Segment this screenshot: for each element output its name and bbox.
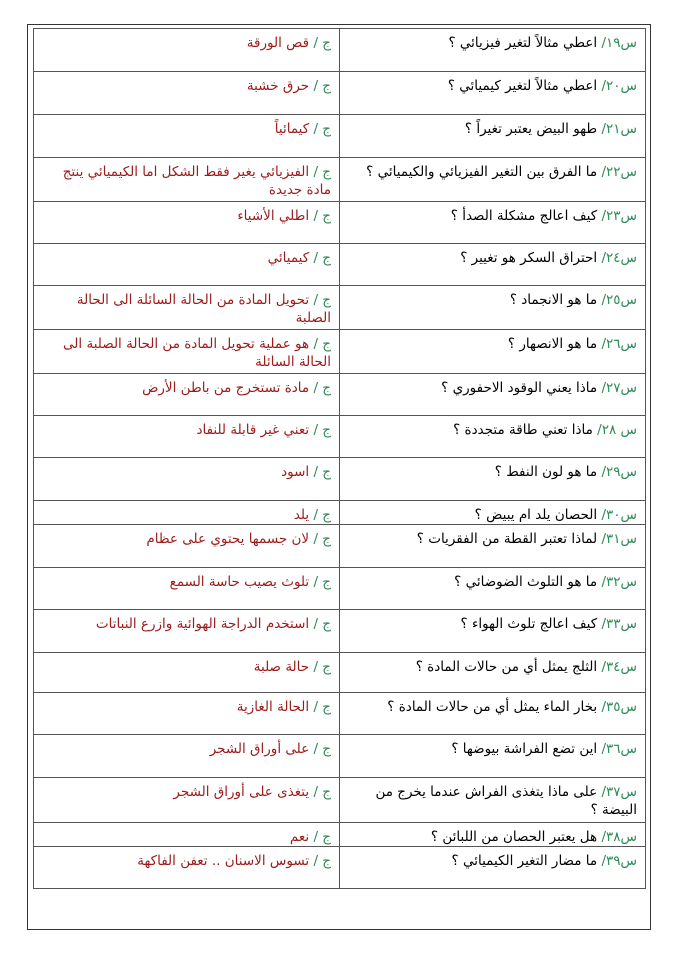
question-cell <box>340 501 646 525</box>
question-text: ما هو لون النفط ؟ <box>494 464 598 480</box>
answer-prefix: ج / <box>313 250 331 266</box>
answer-prefix: ج / <box>313 422 331 438</box>
answer-prefix: ج / <box>313 616 331 632</box>
answer-text: حالة صلبة <box>253 659 310 675</box>
answer-cell <box>34 568 340 610</box>
answer-prefix: ج / <box>313 784 331 800</box>
question-text: ما الفرق بين التغير الفيزيائي والكيميائي ؟ <box>366 164 598 180</box>
answer-text: على أوراق الشجر <box>209 741 310 757</box>
qa-row <box>34 610 646 653</box>
question-cell <box>340 525 646 568</box>
answer-prefix: ج / <box>313 208 331 224</box>
question-number: س٢٣/ <box>601 208 637 224</box>
qa-row <box>34 653 646 693</box>
question-text: كيف اعالج مشكلة الصدأ ؟ <box>450 208 598 224</box>
question-cell <box>340 735 646 778</box>
question-number: س ٢٨/ <box>597 422 637 438</box>
question-cell <box>340 244 646 286</box>
question-cell <box>340 458 646 501</box>
answer-cell <box>34 416 340 458</box>
answer-prefix: ج / <box>313 741 331 757</box>
question-text: الثلج يمثل أي من حالات المادة ؟ <box>415 659 598 675</box>
answer-cell <box>34 693 340 735</box>
qa-row <box>34 374 646 416</box>
question-number: س٣١/ <box>601 531 637 547</box>
question-cell <box>340 202 646 244</box>
question-cell <box>340 823 646 847</box>
question-text: ما هو التلوث الضوضائي ؟ <box>454 574 598 590</box>
qa-row <box>34 29 646 72</box>
question-cell <box>340 693 646 735</box>
answer-cell <box>34 72 340 115</box>
answer-prefix: ج / <box>313 829 331 845</box>
question-text: لماذا تعتبر القطة من الفقريات ؟ <box>416 531 598 547</box>
qa-row <box>34 823 646 847</box>
question-text: طهو البيض يعتبر تغيراً ؟ <box>464 121 598 137</box>
question-cell <box>340 847 646 889</box>
answer-text: لان جسمها يحتوي على عظام <box>146 531 310 547</box>
answer-prefix: ج / <box>313 464 331 480</box>
question-text: على ماذا يتغذى الفراش عندما يخرج من البيضة ؟ <box>375 784 637 818</box>
question-number: س٣٠/ <box>601 507 637 523</box>
answer-cell <box>34 330 340 374</box>
answer-cell <box>34 115 340 158</box>
qa-row <box>34 158 646 202</box>
answer-cell <box>34 202 340 244</box>
question-text: بخار الماء يمثل أي من حالات المادة ؟ <box>387 699 598 715</box>
answer-cell <box>34 244 340 286</box>
answer-text: تلوث يصيب حاسة السمع <box>169 574 310 590</box>
question-text: ماذا يعني الوقود الاحفوري ؟ <box>441 380 598 396</box>
question-cell <box>340 330 646 374</box>
answer-prefix: ج / <box>313 292 331 308</box>
question-number: س٣٤/ <box>601 659 637 675</box>
qa-table <box>33 28 646 889</box>
answer-prefix: ج / <box>313 121 331 137</box>
question-cell <box>340 653 646 693</box>
question-number: س٣٩/ <box>601 853 637 869</box>
question-text: ما هو الانجماد ؟ <box>509 292 598 308</box>
qa-row <box>34 416 646 458</box>
question-number: س٢٦/ <box>601 336 637 352</box>
answer-cell <box>34 778 340 823</box>
answer-prefix: ج / <box>313 574 331 590</box>
answer-prefix: ج / <box>313 531 331 547</box>
question-cell <box>340 115 646 158</box>
answer-text: نعم <box>289 829 310 845</box>
question-cell <box>340 416 646 458</box>
answer-cell <box>34 501 340 525</box>
question-number: س٣٨/ <box>601 829 637 845</box>
answer-cell <box>34 735 340 778</box>
answer-text: مادة تستخرج من باطن الأرض <box>142 380 310 396</box>
answer-prefix: ج / <box>313 853 331 869</box>
qa-row <box>34 778 646 823</box>
answer-cell <box>34 525 340 568</box>
question-number: س٣٣/ <box>601 616 637 632</box>
question-number: س٢٩/ <box>601 464 637 480</box>
answer-prefix: ج / <box>313 507 331 523</box>
qa-row <box>34 693 646 735</box>
answer-text: تعني غير قابلة للنفاد <box>196 422 310 438</box>
answer-prefix: ج / <box>313 35 331 51</box>
answer-prefix: ج / <box>313 164 331 180</box>
answer-text: كيمائياً <box>274 121 310 137</box>
question-text: اعطي مثالاً لتغير كيميائي ؟ <box>447 78 598 94</box>
question-number: س٢٢/ <box>601 164 637 180</box>
answer-text: قص الورقة <box>246 35 310 51</box>
question-cell <box>340 29 646 72</box>
answer-text: حرق خشبة <box>246 78 310 94</box>
question-text: ما مضار التغير الكيميائي ؟ <box>451 853 598 869</box>
question-text: اعطي مثالاً لتغير فيزيائي ؟ <box>448 35 598 51</box>
answer-prefix: ج / <box>313 699 331 715</box>
qa-row <box>34 115 646 158</box>
answer-prefix: ج / <box>313 78 331 94</box>
answer-cell <box>34 286 340 330</box>
question-number: س٢٠/ <box>601 78 637 94</box>
question-number: س٣٧/ <box>601 784 637 800</box>
question-cell <box>340 158 646 202</box>
qa-row <box>34 525 646 568</box>
answer-cell <box>34 823 340 847</box>
question-number: س٢١/ <box>601 121 637 137</box>
question-cell <box>340 286 646 330</box>
question-text: ما هو الانصهار ؟ <box>507 336 598 352</box>
question-cell <box>340 610 646 653</box>
answer-cell <box>34 847 340 889</box>
question-text: ماذا تعني طاقة متجددة ؟ <box>453 422 593 438</box>
qa-row <box>34 202 646 244</box>
answer-cell <box>34 653 340 693</box>
answer-text: استخدم الدراجة الهوائية وازرع النباتات <box>95 616 310 632</box>
qa-row <box>34 847 646 889</box>
answer-text: هو عملية تحويل المادة من الحالة الصلبة الى الحالة السائلة <box>63 336 331 370</box>
answer-cell <box>34 158 340 202</box>
question-number: س٣٢/ <box>601 574 637 590</box>
qa-row <box>34 568 646 610</box>
answer-text: الفيزيائي يغير فقط الشكل اما الكيميائي ينتج مادة جديدة <box>62 164 331 198</box>
answer-cell <box>34 458 340 501</box>
answer-text: يتغذى على أوراق الشجر <box>173 784 310 800</box>
answer-text: الحالة الغازية <box>236 699 310 715</box>
question-text: اين تضع الفراشة بيوضها ؟ <box>451 741 598 757</box>
question-text: هل يعتبر الحصان من اللبائن ؟ <box>430 829 598 845</box>
question-cell <box>340 72 646 115</box>
question-cell <box>340 568 646 610</box>
answer-prefix: ج / <box>313 336 331 352</box>
question-cell <box>340 778 646 823</box>
qa-row <box>34 286 646 330</box>
answer-cell <box>34 29 340 72</box>
question-number: س٢٥/ <box>601 292 637 308</box>
answer-text: يلد <box>293 507 310 523</box>
qa-row <box>34 330 646 374</box>
qa-row <box>34 458 646 501</box>
answer-text: تحويل المادة من الحالة السائلة الى الحالة الصلبة <box>76 292 331 326</box>
qa-row <box>34 501 646 525</box>
answer-prefix: ج / <box>313 380 331 396</box>
question-number: س٢٤/ <box>601 250 637 266</box>
question-number: س١٩/ <box>601 35 637 51</box>
question-text: احتراق السكر هو تغيير ؟ <box>460 250 598 266</box>
qa-row <box>34 735 646 778</box>
answer-text: كيميائي <box>267 250 310 266</box>
answer-text: تسوس الاسنان .. تعفن الفاكهة <box>137 853 310 869</box>
answer-text: اطلي الأشياء <box>237 208 310 224</box>
answer-cell <box>34 610 340 653</box>
question-text: كيف اعالج تلوث الهواء ؟ <box>460 616 598 632</box>
qa-row <box>34 244 646 286</box>
qa-row <box>34 72 646 115</box>
question-number: س٢٧/ <box>601 380 637 396</box>
question-number: س٣٦/ <box>601 741 637 757</box>
answer-text: اسود <box>281 464 310 480</box>
answer-prefix: ج / <box>313 659 331 675</box>
question-number: س٣٥/ <box>601 699 637 715</box>
question-cell <box>340 374 646 416</box>
answer-cell <box>34 374 340 416</box>
question-text: الحصان يلد ام يبيض ؟ <box>474 507 598 523</box>
